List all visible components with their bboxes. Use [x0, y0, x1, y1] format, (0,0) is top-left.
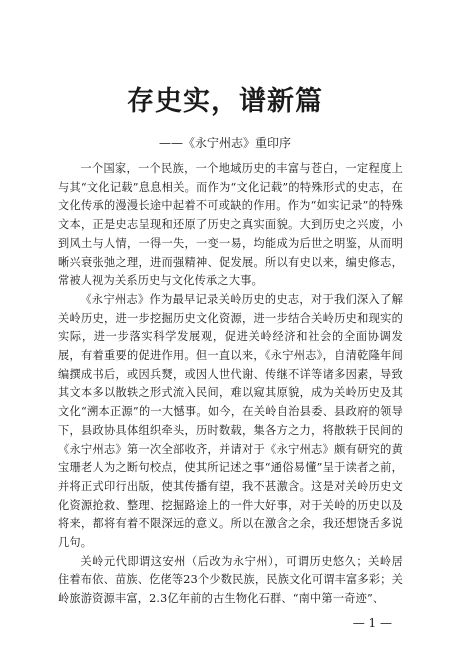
body-text	[58, 160, 403, 609]
paragraph: 一个国家，一个民族，一个地域历史的丰富与苍白，一定程度上与其“文化记载”息息相关。而作为“文化记载”的特殊形式的史志，在文化传承的漫漫长途中起着不可或缺的作用。作为“如实记录”的特殊文本，正是史志呈现和还原了历史之真实面貌。大到历史之兴废，小到风土与人情，一得一失，一变一易，均能成为后世之明鉴，从而明晰兴衰张弛之理，进而强精神、促发展。所以有史以来，编史修志，常被人视为关系历史与文化传承之大事。	[58, 162, 403, 288]
paragraph: 《永宁州志》作为最早记录关岭历史的史志，对于我们深入了解关岭历史，进一步挖掘历史文化资源，进一步结合关岭历史和现实的实际，进一步落实科学发展观，促进关岭经济和社会的全面协调发展，有着重要的促进作用。但一直以来，《永宁州志》，自清乾隆年间编撰成书后，或因兵燹，或因人世代谢、传继不详等诸多因素，导致其文本多以散轶之形式流入民间，难以窥其原貌，成为关岭历史及其文化“溯本正源”的一大憾事。如今，在关岭自治县委、县政府的领导下，县政协具体组织牵头，历时数载，集各方之力，将散轶于民间的《永宁州志》第一次全部收齐，并请对于《永宁州志》颇有研究的黄宝珊老人为之断句校点，使其所记述之事“通俗易懂”呈于读者之前，并将正式印行出版，使其传播有望，我不甚激含。这是对关岭历史文化资源抢救、整理、挖掘路途上的一件大好事，对于关岭的历史以及将来，都将有着不限深远的意义。所以在激含之余，我还想饶舌多说几句。	[58, 292, 403, 550]
page-number: — 1 —	[352, 616, 392, 630]
document-title: 存史实，谱新篇	[127, 86, 323, 117]
document-subtitle: ——《永宁州志》重印序	[158, 136, 291, 150]
paragraph: 关岭元代即谓这安州（后改为永宁州），可谓历史悠久；关岭居住着布依、苗族、仡佬等23个少数民族，民族文化可谓丰富多彩；关岭旅游资源丰富，2.3亿年前的古生物化石群、“南中第一奇迹”、	[58, 554, 403, 606]
